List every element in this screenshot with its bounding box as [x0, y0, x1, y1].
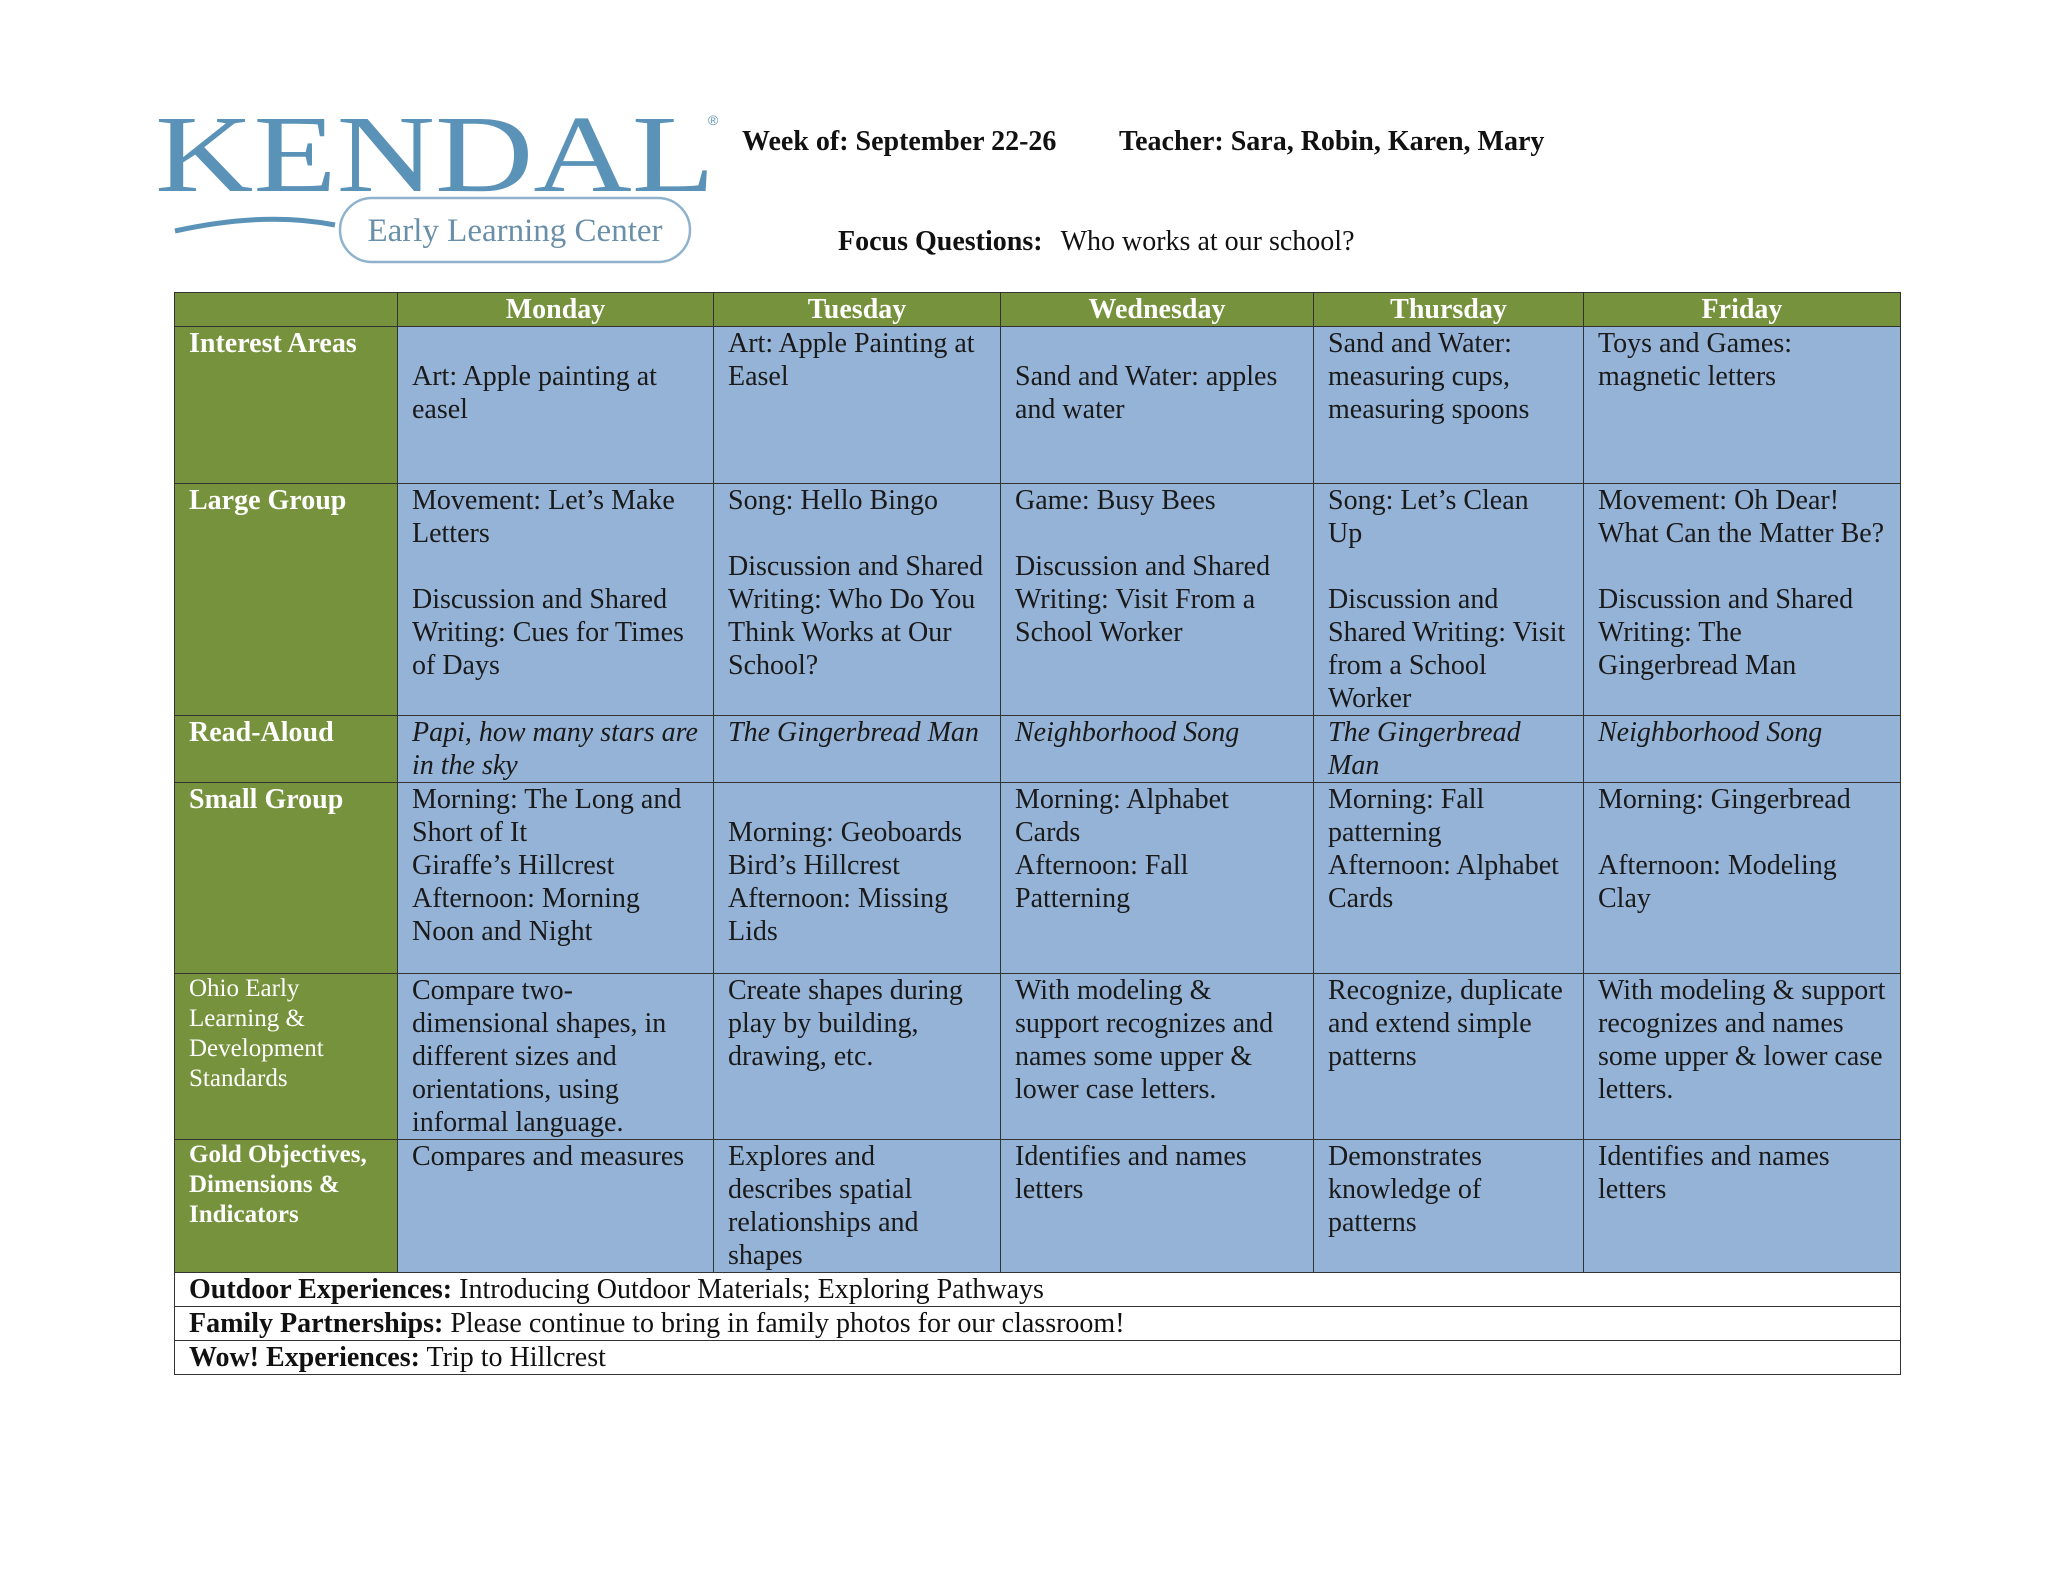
- plan-cell: [1584, 974, 1901, 1140]
- plan-cell: [1001, 716, 1314, 783]
- day-header: Tuesday: [714, 293, 1001, 327]
- row-label: Small Group: [175, 783, 398, 974]
- focus-text: Who works at our school?: [1060, 226, 1355, 257]
- cell-line: Game: Busy Bees: [1015, 485, 1216, 516]
- cell-line: Create shapes during play by building, drawing, etc.: [728, 975, 963, 1072]
- footer-cell: [175, 1341, 1901, 1375]
- plan-cell: [1584, 484, 1901, 716]
- cell-line: Neighborhood Song: [1598, 717, 1823, 748]
- cell-line: Afternoon: Alphabet Cards: [1328, 850, 1559, 914]
- gold-objectives-row: [175, 1140, 1901, 1273]
- kendal-logo: [155, 103, 725, 273]
- wow-experiences-row: [175, 1341, 1901, 1375]
- focus-label: Focus Questions:: [838, 226, 1043, 257]
- logo-subtitle: Early Learning Center: [367, 213, 663, 249]
- cell-line: [412, 550, 699, 583]
- plan-cell: [714, 484, 1001, 716]
- cell-line: With modeling & support recognizes and names some upper & lower case letters.: [1015, 975, 1274, 1105]
- focus-questions: [838, 226, 1355, 258]
- plan-cell: [1584, 783, 1901, 974]
- day-header: Wednesday: [1001, 293, 1314, 327]
- small-group-row: [175, 783, 1901, 974]
- plan-cell: [1314, 484, 1584, 716]
- cell-line: Afternoon: Modeling Clay: [1598, 850, 1837, 914]
- day-header: Friday: [1584, 293, 1901, 327]
- large-group-row: [175, 484, 1901, 716]
- cell-line: Compare two-dimensional shapes, in different sizes and orientations, using informal language.: [412, 975, 667, 1138]
- plan-cell: [714, 974, 1001, 1140]
- row-label: Large Group: [175, 484, 398, 716]
- cell-line: Song: Let’s Clean Up: [1328, 485, 1529, 549]
- footer-label: Wow! Experiences:: [189, 1342, 420, 1373]
- row-label: Gold Objectives, Dimensions & Indicators: [175, 1140, 398, 1273]
- plan-cell: [714, 1140, 1001, 1273]
- footer-text: Please continue to bring in family photos for our classroom!: [450, 1308, 1125, 1339]
- cell-line: Art: Apple Painting at Easel: [728, 328, 975, 392]
- plan-cell: [714, 327, 1001, 484]
- cell-line: Afternoon: Morning Noon and Night: [412, 883, 640, 947]
- cell-line: [728, 783, 986, 816]
- cell-line: Discussion and Shared Writing: Who Do You Think Works at Our School?: [728, 551, 984, 681]
- interest-areas-row: [175, 327, 1901, 484]
- plan-cell: [398, 327, 714, 484]
- row-label: Read-Aloud: [175, 716, 398, 783]
- plan-cell: [1001, 974, 1314, 1140]
- day-header: Monday: [398, 293, 714, 327]
- cell-line: Recognize, duplicate and extend simple patterns: [1328, 975, 1563, 1072]
- plan-cell: [1584, 327, 1901, 484]
- plan-cell: [398, 716, 714, 783]
- plan-cell: [1001, 783, 1314, 974]
- footer-text: Introducing Outdoor Materials; Exploring Pathways: [459, 1274, 1044, 1305]
- cell-line: [1598, 816, 1886, 849]
- footer-label: Outdoor Experiences:: [189, 1274, 453, 1305]
- plan-cell: [1001, 1140, 1314, 1273]
- cell-line: Song: Hello Bingo: [728, 485, 939, 516]
- cell-line: Identifies and names letters: [1015, 1141, 1247, 1205]
- cell-line: The Gingerbread Man: [728, 717, 979, 748]
- plan-cell: [398, 974, 714, 1140]
- plan-cell: [1584, 1140, 1901, 1273]
- cell-line: Art: Apple painting at easel: [412, 361, 657, 425]
- week-label: Week of: September 22-26: [742, 126, 1057, 157]
- plan-cell: [1314, 716, 1584, 783]
- plan-cell: [398, 783, 714, 974]
- cell-line: Afternoon: Fall Patterning: [1015, 850, 1189, 914]
- ohio-standards-row: [175, 974, 1901, 1140]
- corner-cell: [175, 293, 398, 327]
- row-label: Ohio Early Learning & Development Standards: [175, 974, 398, 1140]
- cell-line: Sand and Water: apples and water: [1015, 361, 1278, 425]
- cell-line: Movement: Oh Dear! What Can the Matter Be?: [1598, 485, 1885, 549]
- plan-cell: [1001, 327, 1314, 484]
- day-header-row: [175, 293, 1901, 327]
- plan-cell: [1314, 1140, 1584, 1273]
- cell-line: Giraffe’s Hillcrest: [412, 850, 615, 881]
- cell-line: Neighborhood Song: [1015, 717, 1240, 748]
- cell-line: [1598, 550, 1886, 583]
- cell-line: [1015, 517, 1299, 550]
- svg-text:®: ®: [708, 112, 719, 128]
- cell-line: Morning: The Long and Short of It: [412, 784, 682, 848]
- row-label: Interest Areas: [175, 327, 398, 484]
- cell-line: Papi, how many stars are in the sky: [412, 717, 698, 781]
- plan-cell: [1314, 974, 1584, 1140]
- cell-line: [728, 517, 986, 550]
- cell-line: Bird’s Hillcrest: [728, 850, 900, 881]
- cell-line: Sand and Water: measuring cups, measuring spoons: [1328, 328, 1530, 425]
- plan-cell: [1584, 716, 1901, 783]
- day-header: Thursday: [1314, 293, 1584, 327]
- plan-cell: [398, 1140, 714, 1273]
- logo-wordmark: KENDAL: [155, 103, 715, 215]
- cell-line: Demonstrates knowledge of patterns: [1328, 1141, 1482, 1238]
- footer-label: Family Partnerships:: [189, 1308, 444, 1339]
- cell-line: Compares and measures: [412, 1141, 685, 1172]
- cell-line: Afternoon: Missing Lids: [728, 883, 949, 947]
- cell-line: Toys and Games: magnetic letters: [1598, 328, 1793, 392]
- footer-cell: [175, 1273, 1901, 1307]
- cell-line: The Gingerbread Man: [1328, 717, 1521, 781]
- plan-cell: [1001, 484, 1314, 716]
- teacher-label: Teacher: Sara, Robin, Karen, Mary: [1119, 126, 1545, 157]
- cell-line: Identifies and names letters: [1598, 1141, 1830, 1205]
- cell-line: Discussion and Shared Writing: The Gingerbread Man: [1598, 584, 1854, 681]
- cell-line: Morning: Gingerbread: [1598, 784, 1851, 815]
- lesson-plan-table: [174, 292, 1901, 1375]
- cell-line: [1328, 550, 1569, 583]
- cell-line: Explores and describes spatial relationships and shapes: [728, 1141, 919, 1271]
- cell-line: Movement: Let’s Make Letters: [412, 485, 675, 549]
- footer-text: Trip to Hillcrest: [426, 1342, 606, 1373]
- plan-cell: [1314, 327, 1584, 484]
- family-partnerships-row: [175, 1307, 1901, 1341]
- cell-line: Morning: Alphabet Cards: [1015, 784, 1229, 848]
- cell-line: Morning: Fall patterning: [1328, 784, 1485, 848]
- plan-cell: [714, 783, 1001, 974]
- outdoor-experiences-row: [175, 1273, 1901, 1307]
- cell-line: Morning: Geoboards: [728, 817, 963, 848]
- cell-line: With modeling & support recognizes and names some upper & lower case letters.: [1598, 975, 1886, 1105]
- plan-cell: [398, 484, 714, 716]
- read-aloud-row: [175, 716, 1901, 783]
- cell-line: Discussion and Shared Writing: Visit From a School Worker: [1015, 551, 1271, 648]
- cell-line: Discussion and Shared Writing: Visit from a School Worker: [1328, 584, 1566, 714]
- plan-cell: [1314, 783, 1584, 974]
- cell-line: [412, 327, 699, 360]
- footer-cell: [175, 1307, 1901, 1341]
- cell-line: [1015, 327, 1299, 360]
- cell-line: Discussion and Shared Writing: Cues for Times of Days: [412, 584, 684, 681]
- plan-cell: [714, 716, 1001, 783]
